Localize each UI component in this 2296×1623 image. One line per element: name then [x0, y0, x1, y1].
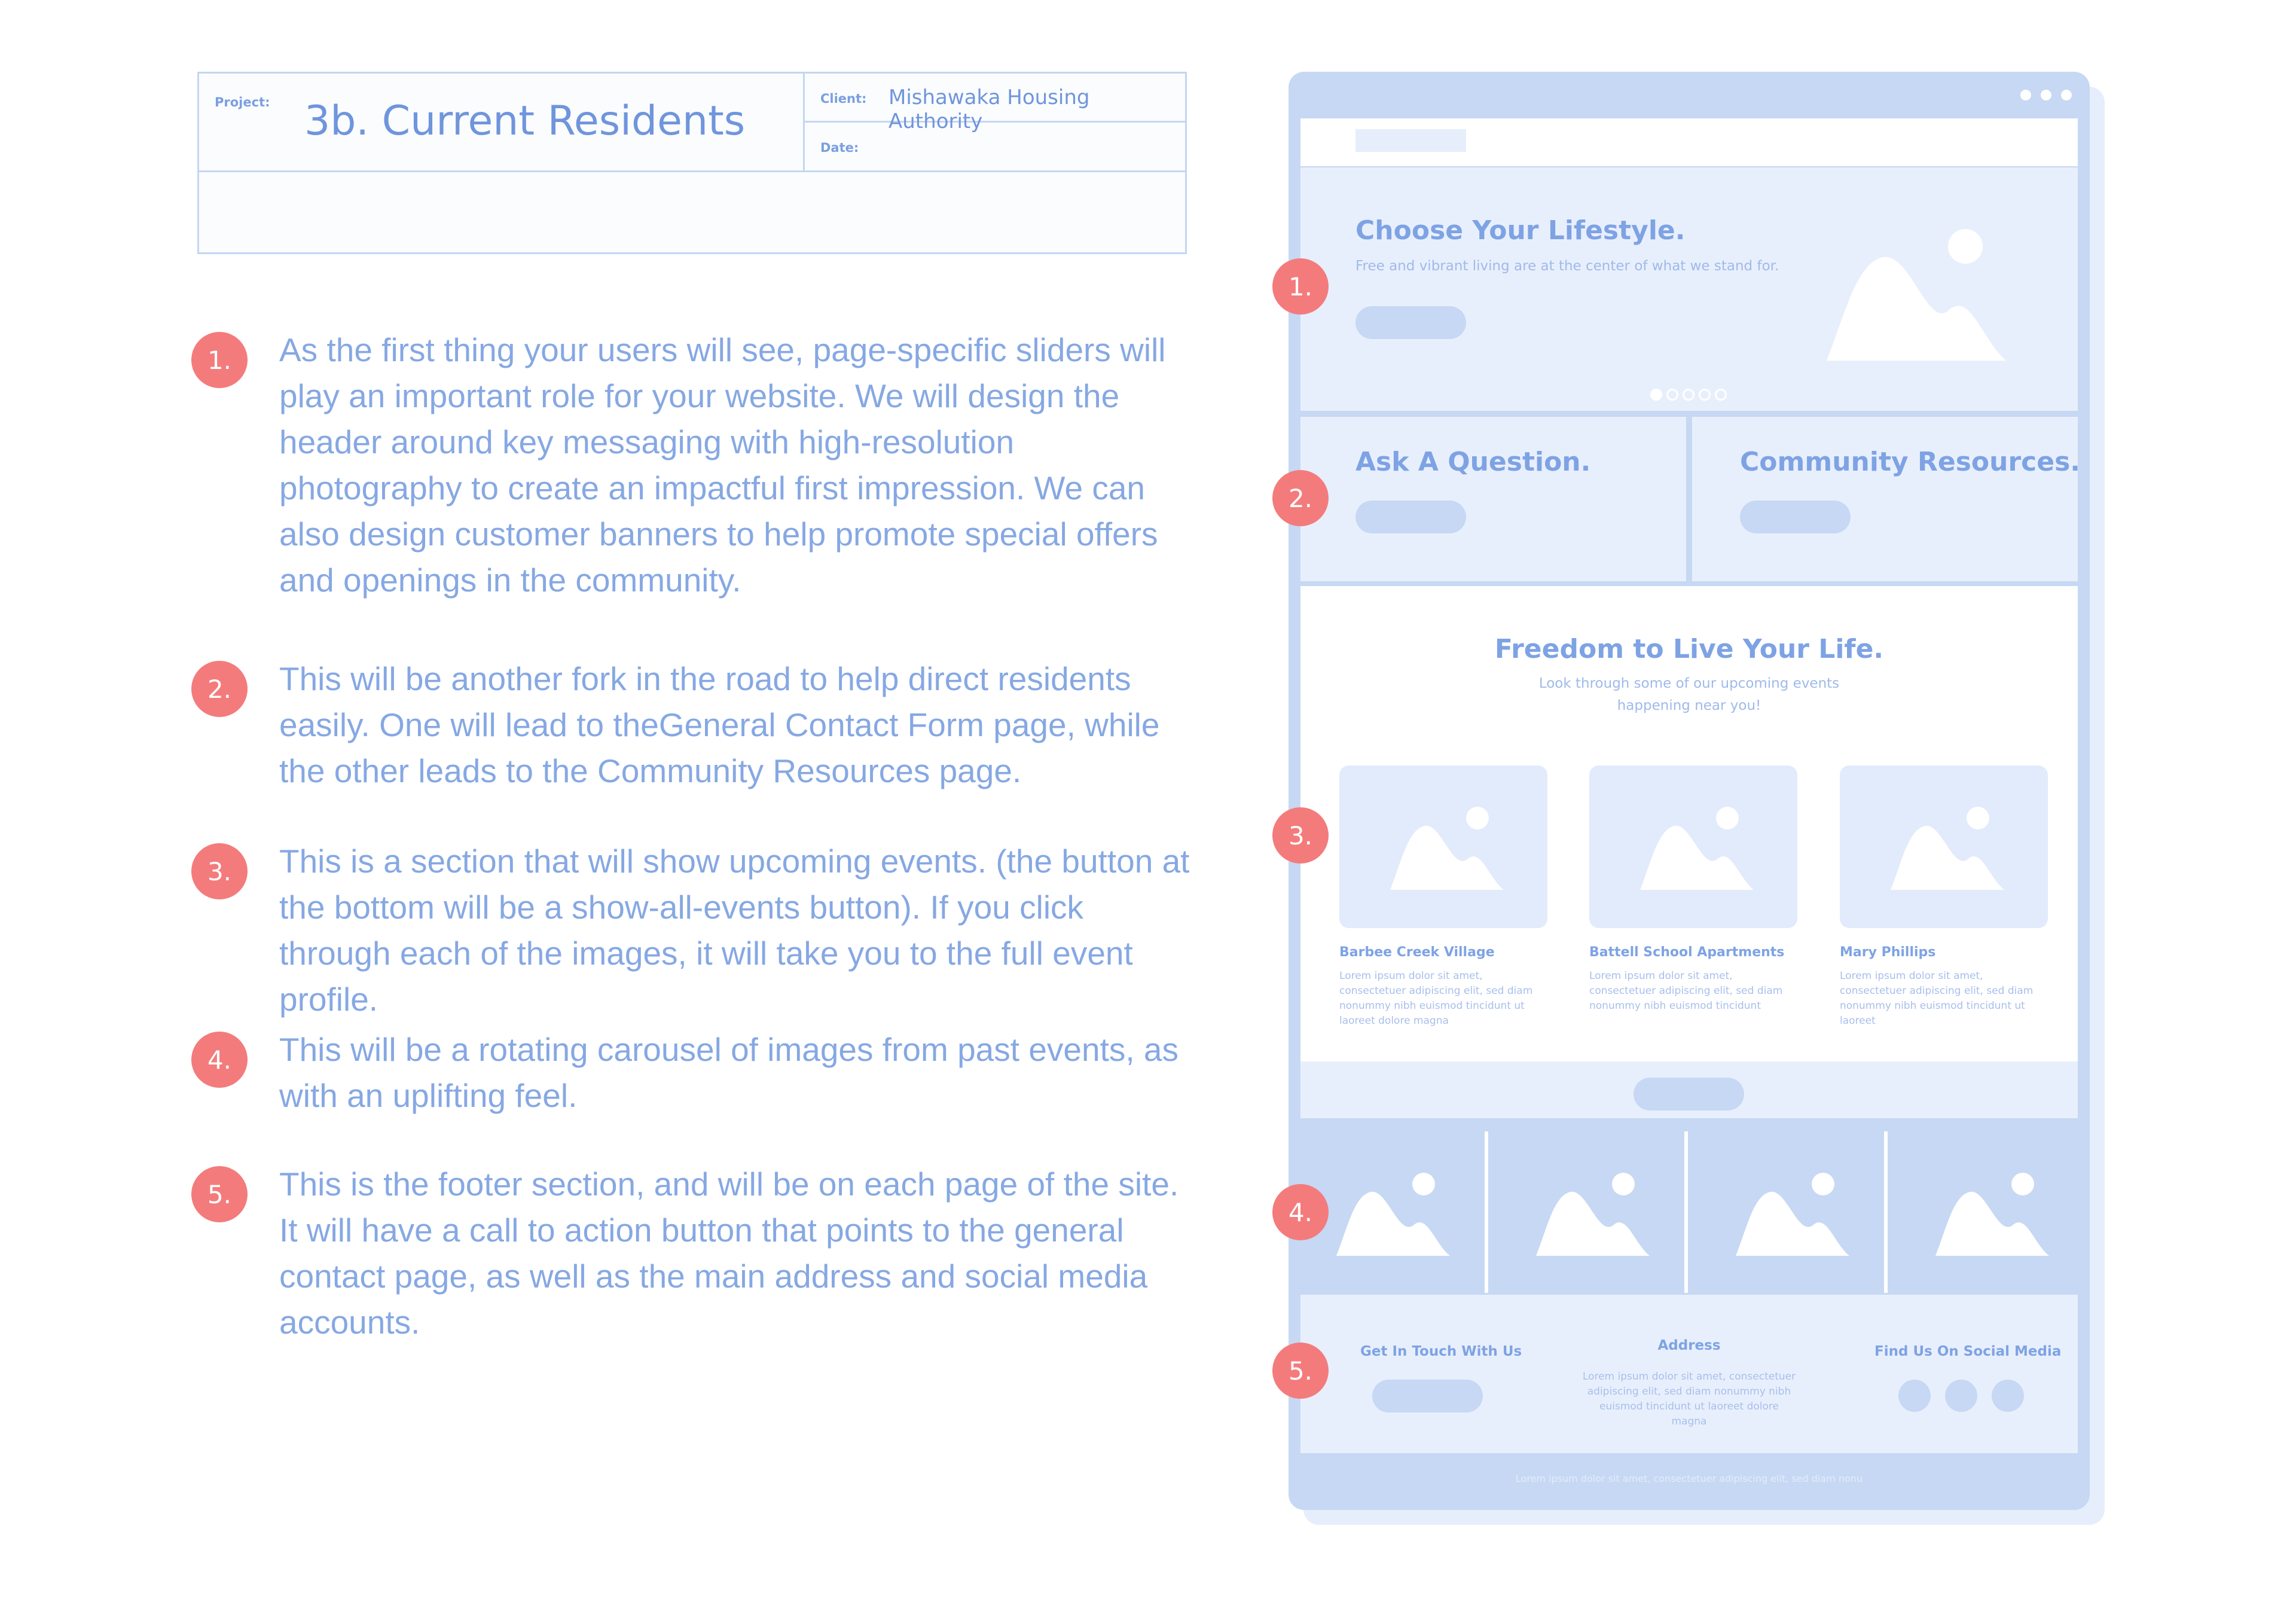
ask-question-button[interactable] [1355, 501, 1466, 533]
mountain-image-icon [1891, 806, 2004, 890]
events-subtitle-line1: Look through some of our upcoming events [1538, 676, 1840, 691]
section-marker-2: 2. [1272, 470, 1329, 526]
footer-address-title: Address [1657, 1338, 1721, 1353]
show-all-events-button[interactable] [1634, 1078, 1744, 1111]
note-number-badge: 5. [191, 1166, 248, 1222]
events-section [1300, 586, 2078, 1061]
show-all-events-bar [1300, 1061, 2078, 1118]
event-card-title[interactable]: Barbee Creek Village [1339, 945, 1495, 960]
navbar [1300, 118, 2078, 166]
footer-copyright: Lorem ipsum dolor sit amet, consectetuer adipiscing elit, sed diam nonu [1515, 1473, 1863, 1484]
section-marker-4: 4. [1272, 1184, 1329, 1240]
pagination-dot-icon[interactable] [1666, 389, 1678, 401]
footer [1300, 1295, 2078, 1453]
footer-contact-button[interactable] [1372, 1380, 1483, 1413]
title-block-header-row [199, 74, 1185, 172]
hero-slider [1300, 167, 2078, 411]
window-dot-icon [2041, 90, 2051, 100]
slider-pagination [1650, 389, 1727, 401]
footer-address-text: Lorem ipsum dolor sit amet, consectetuer adipiscing elit, sed diam nonummy nibh euismod tincidunt ut laoreet dolore magna [1582, 1371, 1796, 1427]
event-card-image[interactable] [1589, 765, 1797, 928]
window-dot-icon [2061, 90, 2072, 100]
social-media-icon[interactable] [1945, 1380, 1977, 1412]
footer-contact-title: Get In Touch With Us [1360, 1344, 1522, 1359]
community-resources-title: Community Resources. [1740, 447, 2080, 477]
website-wireframe [1289, 72, 2090, 1510]
pagination-dot-icon[interactable] [1650, 389, 1662, 401]
window-dot-icon [2020, 90, 2031, 100]
hero-title: Choose Your Lifestyle. [1355, 215, 1686, 246]
event-card-text: Lorem ipsum dolor sit amet, consectetuer adipiscing elit, sed diam nonummy nibh euismod tincidunt [1589, 970, 1783, 1012]
carousel-image[interactable] [1488, 1131, 1684, 1293]
events-subtitle-line2: happening near you! [1617, 698, 1761, 713]
events-title: Freedom to Live Your Life. [1494, 634, 1884, 664]
mountain-image-icon [1336, 1172, 1450, 1256]
footer-social-title: Find Us On Social Media [1874, 1344, 2062, 1359]
section-marker-3: 3. [1272, 807, 1329, 864]
ask-question-title: Ask A Question. [1355, 447, 1591, 477]
mountain-image-icon [1390, 806, 1504, 890]
note-text: This will be a rotating carousel of images from past events, as with an uplifting feel. [279, 1031, 1179, 1114]
pagination-dot-icon[interactable] [1683, 389, 1694, 401]
section-marker-5: 5. [1272, 1343, 1329, 1399]
mountain-image-icon [1935, 1172, 2049, 1256]
project-title: 3b. Current Residents [304, 97, 746, 145]
event-card-image[interactable] [1840, 765, 2048, 928]
event-card-title[interactable]: Battell School Apartments [1589, 945, 1785, 960]
client-label: Client: [820, 91, 867, 106]
carousel-image[interactable] [1888, 1131, 2090, 1293]
past-events-carousel [1289, 1131, 2090, 1293]
note-number-badge: 2. [191, 661, 248, 717]
project-cell [199, 74, 805, 170]
note-text: This will be another fork in the road to help direct residents easily. One will lead to theGeneral Contact Form page, while the other leads to the Community Resources page. [279, 660, 1160, 789]
ask-question-panel [1300, 417, 1686, 581]
social-media-icon[interactable] [1898, 1380, 1931, 1412]
note-number-badge: 4. [191, 1032, 248, 1088]
pagination-dot-icon[interactable] [1715, 389, 1727, 401]
client-value: Mishawaka Housing Authority [889, 86, 1090, 133]
mountain-image-icon [1536, 1172, 1650, 1256]
date-cell [805, 123, 1185, 170]
project-label: Project: [215, 95, 270, 109]
mountain-image-icon [1736, 1172, 1849, 1256]
mountain-image-icon [1827, 226, 2006, 361]
hero-subtitle: Free and vibrant living are at the center of what we stand for. [1355, 258, 1779, 274]
carousel-image[interactable] [1688, 1131, 1884, 1293]
event-card-image[interactable] [1339, 765, 1547, 928]
community-resources-button[interactable] [1740, 501, 1851, 533]
mountain-image-icon [1640, 806, 1754, 890]
note-text: As the first thing your users will see, page-specific sliders will play an important role for your website. We will design the header around key messaging with high-resolution photography to create an impactful first impression. We can also design customer banners to help promote special offers and openings in the community. [279, 331, 1166, 599]
note-text: This is a section that will show upcoming events. (the button at the bottom will be a show-all-events button). If you click through each of the images, it will take you to the full event profile. [279, 843, 1190, 1018]
logo-placeholder[interactable] [1355, 129, 1466, 152]
hero-cta-button[interactable] [1355, 306, 1466, 339]
community-resources-panel [1692, 417, 2078, 581]
event-card-title[interactable]: Mary Phillips [1840, 945, 1936, 960]
event-card-text: Lorem ipsum dolor sit amet, consectetuer adipiscing elit, sed diam nonummy nibh euismod tincidunt ut laoreet [1840, 970, 2034, 1027]
event-card-text: Lorem ipsum dolor sit amet, consectetuer adipiscing elit, sed diam nonummy nibh euismod tincidunt ut laoreet dolore magna [1339, 970, 1533, 1027]
note-text: This is the footer section, and will be on each page of the site. It will have a call to action button that points to the general contact page, as well as the main address and social media accounts. [279, 1166, 1179, 1341]
pagination-dot-icon[interactable] [1699, 389, 1711, 401]
note-number-badge: 3. [191, 843, 248, 899]
window-dots [2020, 90, 2072, 100]
client-cell [805, 74, 1185, 133]
section-marker-1: 1. [1272, 258, 1329, 315]
note-number-badge: 1. [191, 332, 248, 388]
social-media-icon[interactable] [1992, 1380, 2024, 1412]
date-label: Date: [820, 141, 859, 155]
title-block [197, 72, 1187, 254]
